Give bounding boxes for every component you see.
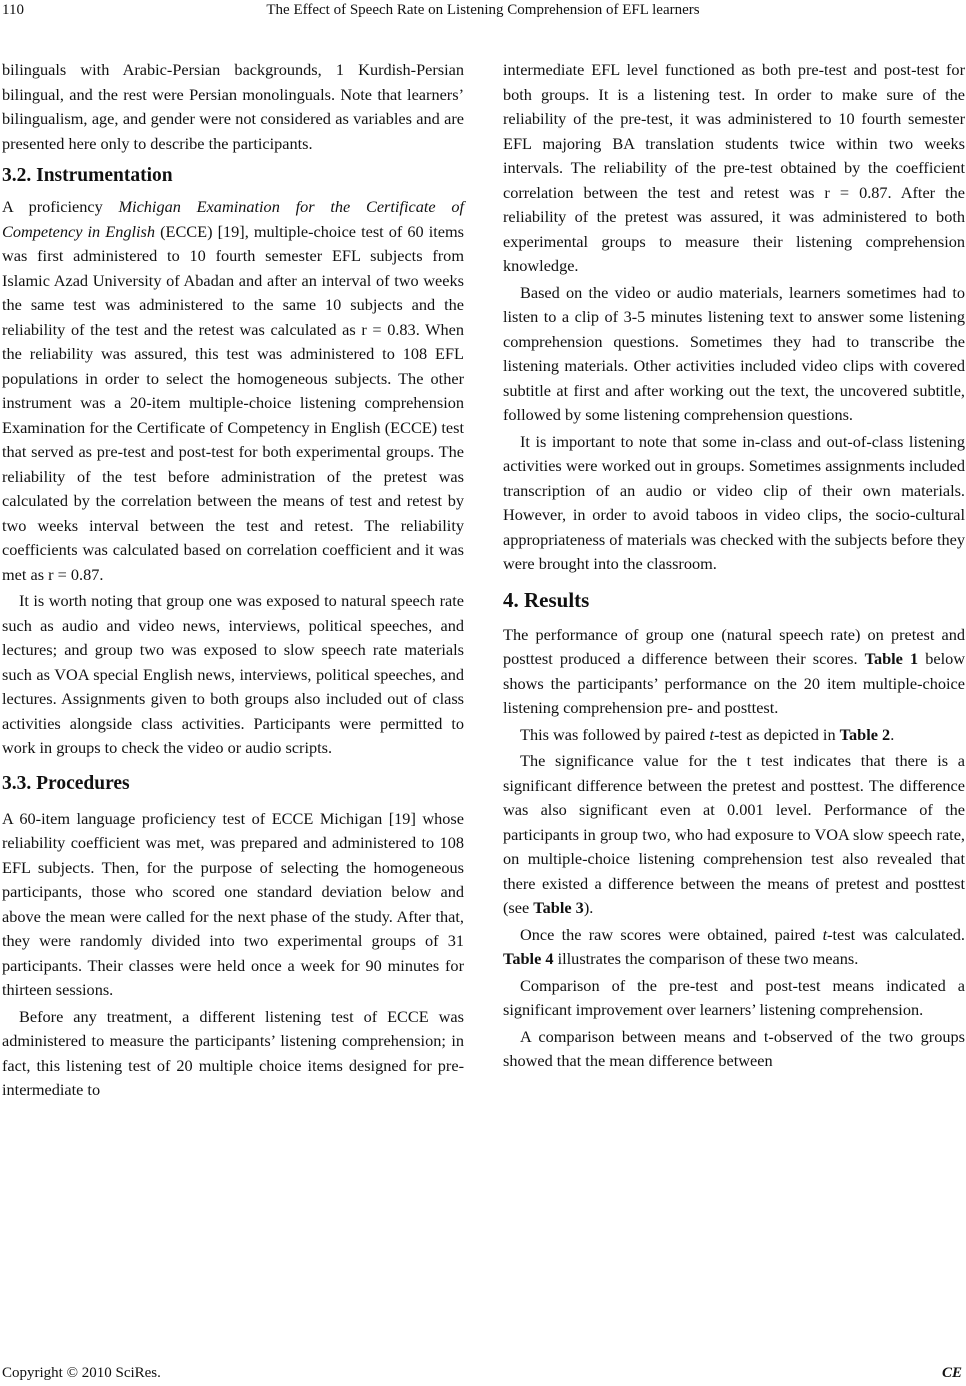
left-column [2,58,464,1103]
paragraph-instrumentation-1 [2,195,464,587]
text-run: . [890,724,895,744]
running-header [0,0,966,20]
copyright-notice: Copyright © 2010 SciRes. [2,1365,161,1381]
section-heading-procedures: 3.3. Procedures [2,772,130,794]
paragraph-instrumentation-2: It is worth noting that group one was exposed to natural speech rate such as audio and video news, interviews, political speeches, and lectures; and group two was exposed to slow speech rate materials such as VOA special English news, interviews, political speeches, and lectures. Assignments given to both groups also included out of class activities alongside class activities. Participants were permitted to work in groups to check the video or audio scripts. [2,591,464,757]
section-heading-results: 4. Results [503,587,590,612]
paragraph-results-5: Comparison of the pre-test and post-test means indicated a significant improvement over learners’ listening comprehension. [503,975,965,1019]
text-run: -test was calculated. [827,924,966,944]
paragraph-materials: Based on the video or audio materials, learners sometimes had to listen to a clip of 3-5 minutes listening text to answer some listening comprehension questions. Sometimes they had to transcribe the listening materials. Other activities included video clips with covered subtitle at first and after working out the text, the uncovered subtitle, followed by some listening comprehension questions. [503,282,965,424]
paragraph-pretest-continued: intermediate EFL level functioned as both pre-test and post-test for both groups. It is a listening test. In order to make sure of the reliability of the pre-test, it was administered to 10 fourth semester EFL majoring BA translation students twice within two weeks intervals. The reliability of the pre-test obtained by the coefficient correlation between the test and retest was r = 0.87. After the reliability of the pretest was assured, it was administered to both experimental groups to measure their listening comprehension knowledge. [503,60,965,275]
text-run: ). [583,898,594,917]
t-italic: t [822,924,828,944]
test-name-italic: Michigan Examination for the Certificate of Competency in English [2,197,464,241]
table-reference: Table 2 [839,724,891,744]
table-reference: Table 1 [864,649,919,668]
running-title: The Effect of Speech Rate on Listening Comprehension of EFL learners [266,2,700,18]
page-number: 110 [2,2,24,18]
journal-abbreviation: CE [941,1365,962,1381]
paragraph-results-1 [503,623,965,721]
t-italic: t [709,724,714,744]
text-run: -test as depicted in [713,724,840,744]
paragraph-results-2 [503,723,965,748]
text-run: below shows the participants’ performance on the 20 item multiple-choice listening comprehension pre- and posttest. [503,649,965,717]
table-reference: Table 3 [533,898,584,917]
paragraph-results-6: A comparison between means and t-observed of the two groups showed that the mean difference between [503,1026,965,1070]
paragraph-results-4 [503,923,965,972]
text-run: This was followed by paired [520,724,710,744]
text-run: Once the raw scores were obtained, paired [520,924,823,944]
paragraph-procedures-1: A 60-item language proficiency test of ECCE Michigan [19] whose reliability coefficient was met, was prepared and administered to 108 EFL subjects. Then, for the purpose of selecting the homogeneous participants, those who scored one standard deviation below and above the mean were called for the next phase of the study. After that, they were randomly divided into two experimental groups of 31 participants. Their classes were held once a week for 90 minutes for thirteen sessions. [2,808,464,999]
paragraph-results-3 [503,749,965,921]
text-run: The performance of group one (natural speech rate) on pretest and posttest produced a difference between their scores. [503,624,965,668]
text-run: The significance value for the t test indicates that there is a significant difference between the pretest and posttest. The difference was also significant even at 0.001 level. Performance of the participants in group two, who had exposure to VOA slow speech rate, on multiple-choice listening comprehension test also revealed that there existed a difference between the means of pretest and posttest (see [503,751,965,917]
text-run: illustrates the comparison of these two means. [553,949,859,968]
table-reference: Table 4 [503,949,554,968]
section-heading-instrumentation: 3.2. Instrumentation [2,165,173,186]
paragraph-group-activities: It is important to note that some in-class and out-of-class listening activities were worked out in groups. Sometimes assignments included transcription of an audio or video clip of their own materials. However, in order to avoid taboos in video clips, the socio-cultural appropriateness of materials was checked with the subjects before they were brought into the classroom. [503,431,965,573]
text-run: A proficiency [2,197,119,216]
paragraph-procedures-2: Before any treatment, a different listening test of ECCE was administered to measure the participants’ listening comprehension; in fact, this listening test of 20 multiple choice items designed for pre-intermediate to [2,1006,464,1099]
page-footer [0,1364,966,1384]
text-run: (ECCE) [19], multiple-choice test of 60 items was first administered to 10 fourth semester EFL subjects from Islamic Azad University of Abadan and after an interval of two weeks the same test was administered to the same 10 subjects and the reliability of the test and the retest was calculated as r = 0.83. When the reliability was assured, this test was administered to 108 EFL populations in order to select the homogeneous subjects. The other instrument was a 20-item multiple-choice listening comprehension Examination for the Certificate of Competency in English (ECCE) test that served as pre-test and post-test for both experimental groups. The reliability of the test before administration of the pretest was calculated by the correlation between the means of test and retest by two weeks interval between the test and retest. The reliability coefficients was calculated based on correlation coefficient and it was met as r = 0.87. [2,221,464,584]
paragraph-participants-continued: bilinguals with Arabic-Persian backgrounds, 1 Kurdish-Persian bilingual, and the rest were Persian monolinguals. Note that learners’ bilingualism, age, and gender were not considered as variables and are presented here only to describe the participants. [2,60,464,153]
right-column [503,58,965,1074]
